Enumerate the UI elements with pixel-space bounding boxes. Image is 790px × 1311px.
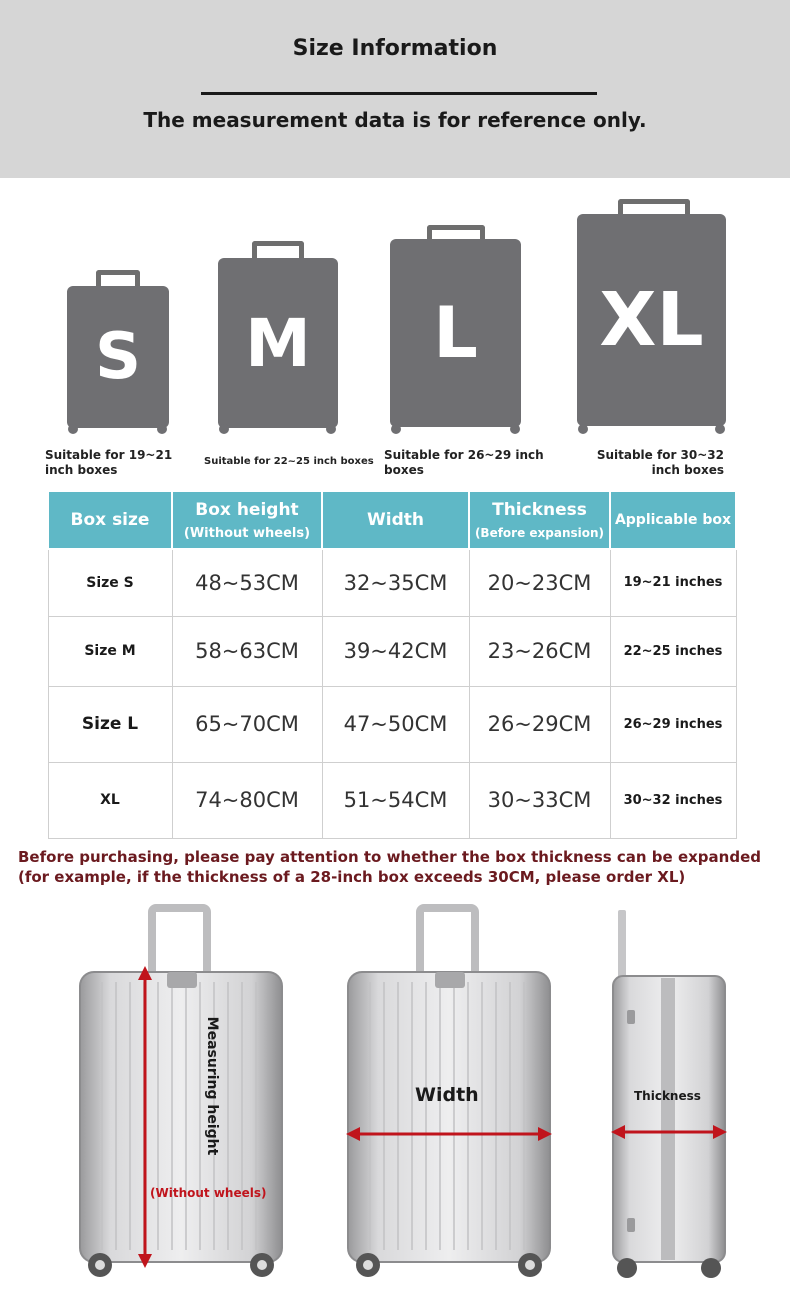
header-applicable-box: Applicable box <box>610 491 736 549</box>
row-thickness: 26~29CM <box>469 686 610 762</box>
row-applicable: 26~29 inches <box>610 686 736 762</box>
table-row <box>48 616 736 686</box>
row-thickness: 20~23CM <box>469 549 610 616</box>
table-row <box>48 762 736 838</box>
bag-icon-m <box>218 241 338 436</box>
row-applicable: 19~21 inches <box>610 549 736 616</box>
thickness-label: Thickness <box>634 1089 701 1103</box>
row-size-label: Size S <box>48 549 172 616</box>
row-width: 32~35CM <box>322 549 469 616</box>
row-thickness: 30~33CM <box>469 762 610 838</box>
header-width: Width <box>322 491 469 549</box>
bag-letter-l: L <box>390 239 521 427</box>
bag-caption-xl: Suitable for 30~32 inch boxes <box>596 448 724 477</box>
bag-icon-s <box>67 270 169 436</box>
page-subtitle: The measurement data is for reference only. <box>143 108 647 132</box>
bag-letter-xl: XL <box>577 214 726 426</box>
row-height: 65~70CM <box>172 686 322 762</box>
bag-caption-m: Suitable for 22~25 inch boxes <box>204 456 374 467</box>
row-height: 48~53CM <box>172 549 322 616</box>
table-row <box>48 686 736 762</box>
bag-icon-l <box>390 225 521 436</box>
row-width: 51~54CM <box>322 762 469 838</box>
size-table <box>47 490 737 839</box>
row-height: 58~63CM <box>172 616 322 686</box>
table-header-row <box>48 491 736 549</box>
bag-letter-s: S <box>67 286 169 428</box>
row-size-label: XL <box>48 762 172 838</box>
height-label: Measuring height <box>204 1016 220 1156</box>
width-label: Width <box>415 1084 479 1106</box>
purchase-notice: Before purchasing, please pay attention to whether the box thickness can be expanded (for example, if the thickness of a 28-inch box exceeds 30CM, please order XL) <box>18 848 761 886</box>
row-size-label: Size L <box>48 686 172 762</box>
height-note: (Without wheels) <box>150 1186 267 1200</box>
title-divider <box>201 92 597 95</box>
header-thickness: Thickness (Before expansion) <box>469 491 610 549</box>
suitcase-height-diagram <box>72 900 292 1290</box>
header-box-height: Box height (Without wheels) <box>172 491 322 549</box>
bag-caption-s: Suitable for 19~21 inch boxes <box>45 448 173 477</box>
row-thickness: 23~26CM <box>469 616 610 686</box>
bag-icon-xl <box>577 199 726 436</box>
page-header <box>0 0 790 178</box>
row-applicable: 30~32 inches <box>610 762 736 838</box>
row-applicable: 22~25 inches <box>610 616 736 686</box>
table-row <box>48 549 736 616</box>
row-height: 74~80CM <box>172 762 322 838</box>
bag-letter-m: M <box>218 258 338 428</box>
row-width: 47~50CM <box>322 686 469 762</box>
page-title: Size Information <box>292 36 498 61</box>
row-width: 39~42CM <box>322 616 469 686</box>
bag-caption-l: Suitable for 26~29 inch boxes <box>384 448 544 477</box>
row-size-label: Size M <box>48 616 172 686</box>
header-box-size: Box size <box>48 491 172 549</box>
